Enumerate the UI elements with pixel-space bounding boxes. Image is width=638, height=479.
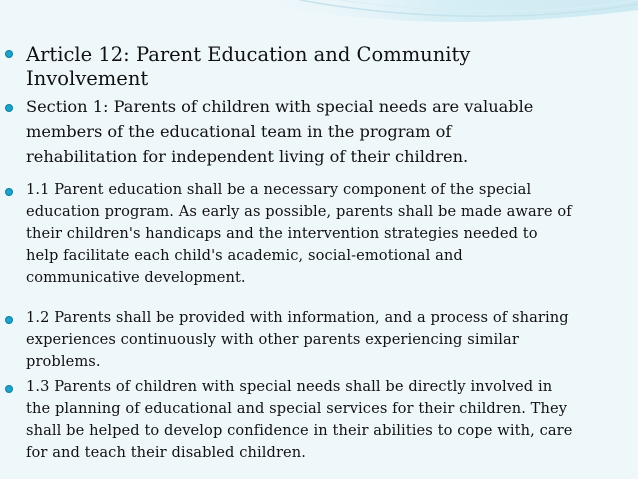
bullet-icon: [5, 50, 13, 58]
text-line: shall be helped to develop confidence in their abilities to cope with, care: [26, 422, 573, 439]
text-line: help facilitate each child's academic, social-emotional and: [26, 247, 463, 264]
text-line: Section 1: Parents of children with special needs are valuable: [26, 97, 534, 116]
text-line: the planning of educational and special services for their children. They: [26, 400, 568, 417]
text-line: their children's handicaps and the intervention strategies needed to: [26, 225, 538, 242]
bullet-icon: [5, 385, 13, 393]
bullet-icon: [5, 316, 13, 324]
text-line: education program. As early as possible, parents shall be made aware of: [26, 203, 572, 220]
text-line: for and teach their disabled children.: [26, 444, 307, 461]
text-line: 1.3 Parents of children with special needs shall be directly involved in: [26, 378, 553, 395]
text-line: rehabilitation for independent living of their children.: [26, 147, 469, 166]
text-line: problems.: [26, 353, 101, 370]
text-line: 1.2 Parents shall be provided with information, and a process of sharing: [26, 309, 569, 326]
text-line: members of the educational team in the program of: [26, 122, 452, 141]
text-line: communicative development.: [26, 269, 246, 286]
bullet-icon: [5, 188, 13, 196]
text-line: experiences continuously with other parents experiencing similar: [26, 331, 519, 348]
bullet-icon: [5, 104, 13, 112]
text-line: 1.1 Parent education shall be a necessary component of the special: [26, 181, 532, 198]
text-line: Article 12: Parent Education and Community: [26, 43, 471, 66]
text-line: Involvement: [26, 67, 149, 90]
